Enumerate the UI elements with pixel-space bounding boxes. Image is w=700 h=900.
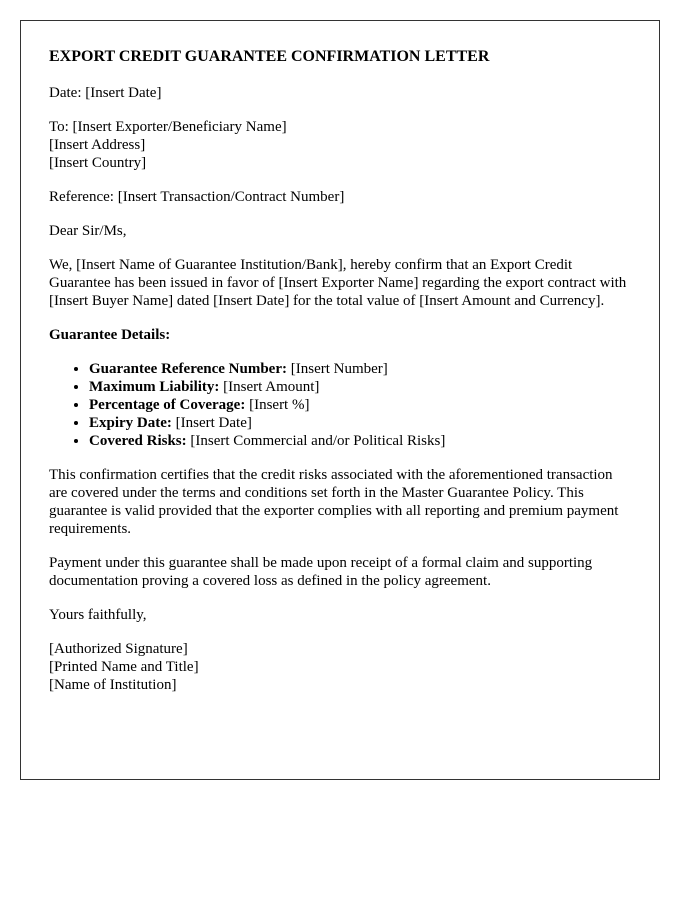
recipient-block	[49, 118, 631, 172]
printed-name-line: [Printed Name and Title]	[49, 659, 199, 675]
recipient-address: [Insert Address]	[49, 137, 146, 153]
confirmation-paragraph: This confirmation certifies that the credit risks associated with the aforementioned transaction are covered under the terms and conditions set forth in the Master Guarantee Policy. This guarantee is valid provided that the exporter complies with all reporting and premium payment requirements.	[49, 467, 619, 537]
recipient-country: [Insert Country]	[49, 155, 147, 171]
detail-label: Maximum Liability:	[89, 379, 220, 395]
details-heading: Guarantee Details:	[49, 327, 171, 343]
signature-block	[49, 640, 631, 694]
recipient-name: To: [Insert Exporter/Beneficiary Name]	[49, 119, 287, 135]
detail-label: Guarantee Reference Number:	[89, 361, 287, 377]
detail-value: [Insert Date]	[171, 415, 252, 431]
letter-document	[20, 20, 660, 780]
letter-title: EXPORT CREDIT GUARANTEE CONFIRMATION LETTER	[49, 48, 490, 65]
detail-item-expiry-date	[89, 414, 631, 432]
detail-value: [Insert Amount]	[219, 379, 320, 395]
detail-item-reference-number	[89, 360, 631, 378]
date-line: Date: [Insert Date]	[49, 85, 162, 101]
detail-item-covered-risks	[89, 432, 631, 450]
closing: Yours faithfully,	[49, 607, 147, 623]
detail-label: Expiry Date:	[89, 415, 172, 431]
detail-value: [Insert %]	[245, 397, 310, 413]
details-list	[49, 360, 631, 450]
detail-item-percentage-coverage	[89, 396, 631, 414]
payment-paragraph: Payment under this guarantee shall be made upon receipt of a formal claim and supporting documentation proving a covered loss as defined in the policy agreement.	[49, 555, 593, 589]
detail-label: Percentage of Coverage:	[89, 397, 246, 413]
detail-value: [Insert Number]	[287, 361, 388, 377]
institution-name-line: [Name of Institution]	[49, 677, 177, 693]
signature-line: [Authorized Signature]	[49, 641, 188, 657]
detail-value: [Insert Commercial and/or Political Risks]	[186, 433, 446, 449]
detail-label: Covered Risks:	[89, 433, 187, 449]
salutation: Dear Sir/Ms,	[49, 223, 127, 239]
intro-paragraph: We, [Insert Name of Guarantee Institution/Bank], hereby confirm that an Export Credit Guarantee has been issued in favor of [Insert Exporter Name] regarding the export contract with [Insert Buyer Name] dated [Insert Date] for the total value of [Insert Amount and Currency].	[49, 257, 627, 309]
detail-item-maximum-liability	[89, 378, 631, 396]
reference-line: Reference: [Insert Transaction/Contract Number]	[49, 189, 345, 205]
